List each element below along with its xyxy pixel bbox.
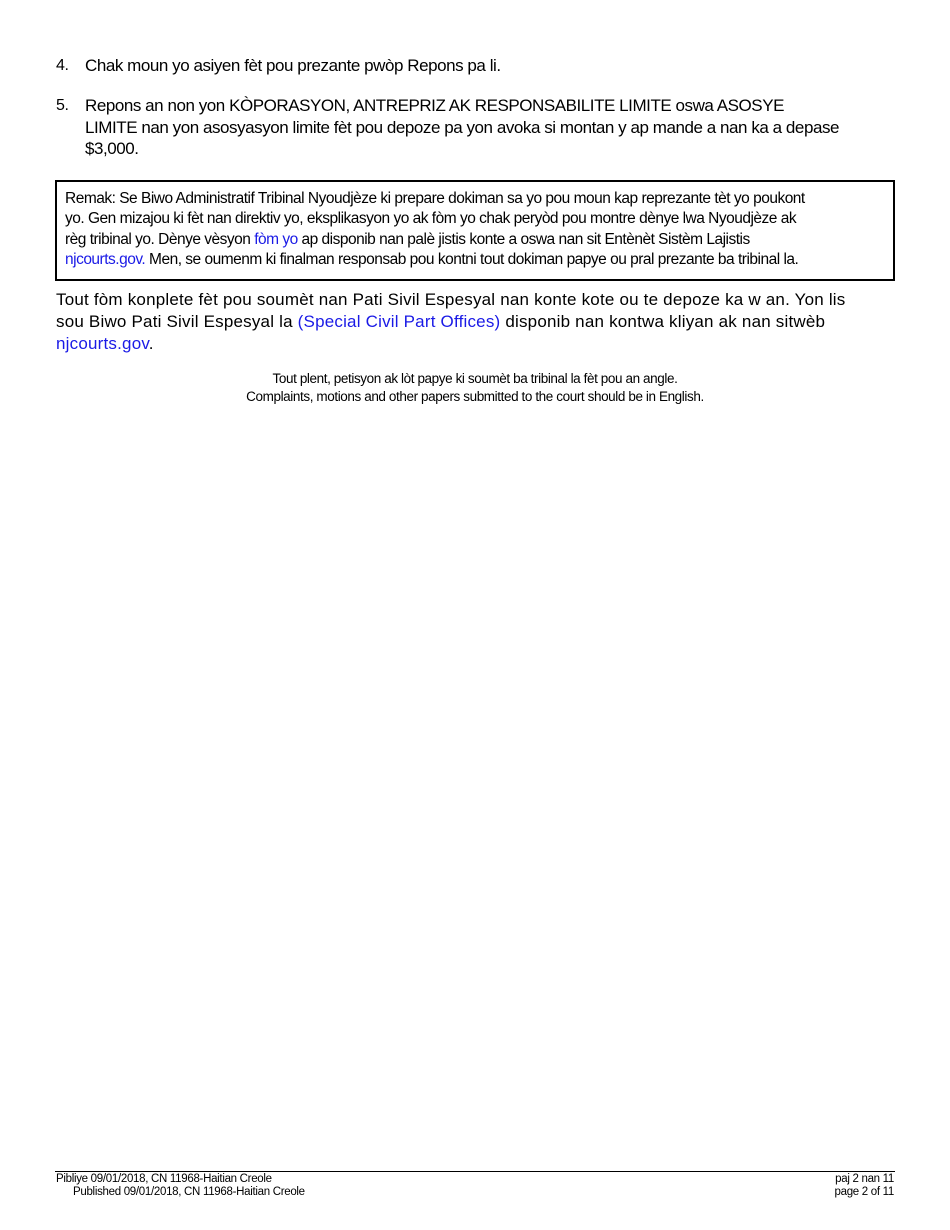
remark-text: Men, se oumenm ki finalman responsab pou kontni tout dokiman papye ou pral prezante ba tribinal la. bbox=[145, 251, 799, 268]
remark-text: : Se Biwo Administratif Tribinal Nyoudjèze ki prepare dokiman sa yo pou moun kap reprezante tèt yo poukont bbox=[111, 190, 805, 207]
njcourts-link[interactable]: njcourts.gov. bbox=[65, 251, 146, 268]
list-text: LIMITE nan yon asosyasyon limite fèt pou depoze pa yon avoka si montan y ap mande a nan ka a depase bbox=[85, 118, 840, 137]
list-number: 4. bbox=[56, 57, 69, 74]
remark-text: règ tribinal yo. Dènye vèsyon bbox=[65, 231, 255, 248]
paragraph-line: Tout fòm konplete fèt pou soumèt nan Pati Sivil Espesyal nan konte kote ou te depoze ka w an. Yon lis bbox=[56, 290, 846, 309]
language-notice-haitian: Tout plent, petisyon ak lòt papye ki soumèt ba tribinal la fèt pou an angle. bbox=[272, 371, 678, 386]
footer-divider bbox=[55, 1171, 895, 1172]
list-text: $3,000. bbox=[85, 139, 139, 158]
list-text: Chak moun yo asiyen fèt pou prezante pwòp Repons pa li. bbox=[85, 56, 501, 75]
footer-published-english: Published 09/01/2018, CN 11968-Haitian Creole bbox=[73, 1186, 305, 1198]
language-notice-english: Complaints, motions and other papers submitted to the court should be in English. bbox=[246, 389, 704, 404]
paragraph-text: sou Biwo Pati Sivil Espesyal la bbox=[56, 312, 298, 331]
njcourts-link[interactable]: njcourts.gov bbox=[56, 334, 149, 353]
paragraph-line bbox=[56, 334, 154, 354]
remark-text: ap disponib nan palè jistis konte a oswa nan sit Entènèt Sistèm Lajistis bbox=[297, 231, 750, 248]
remark-line: yo. Gen mizajou ki fèt nan direktiv yo, eksplikasyon yo ak fòm yo chak peryòd pou montre dènye lwa Nyoudjèze ak bbox=[65, 210, 797, 227]
paragraph-line bbox=[56, 312, 825, 332]
footer-published-haitian: Pibliye 09/01/2018, CN 11968-Haitian Creole bbox=[56, 1173, 272, 1185]
special-civil-part-offices-link[interactable]: (Special Civil Part Offices) bbox=[297, 312, 501, 331]
paragraph-text: . bbox=[148, 334, 154, 353]
list-text: Repons an non yon KÒPORASYON, ANTREPRIZ AK RESPONSABILITE LIMITE oswa ASOSYE bbox=[85, 96, 784, 115]
remark-line bbox=[65, 250, 798, 270]
remark-line bbox=[65, 189, 805, 209]
remark-label: Remak bbox=[65, 190, 112, 207]
footer-page-english: page 2 of 11 bbox=[834, 1186, 894, 1198]
footer-page-haitian: paj 2 nan 11 bbox=[835, 1173, 894, 1185]
list-number: 5. bbox=[56, 97, 69, 114]
remark-line bbox=[65, 230, 750, 250]
paragraph-text: disponib nan kontwa kliyan ak nan sitwèb bbox=[500, 312, 826, 331]
forms-link[interactable]: fòm yo bbox=[254, 231, 298, 248]
